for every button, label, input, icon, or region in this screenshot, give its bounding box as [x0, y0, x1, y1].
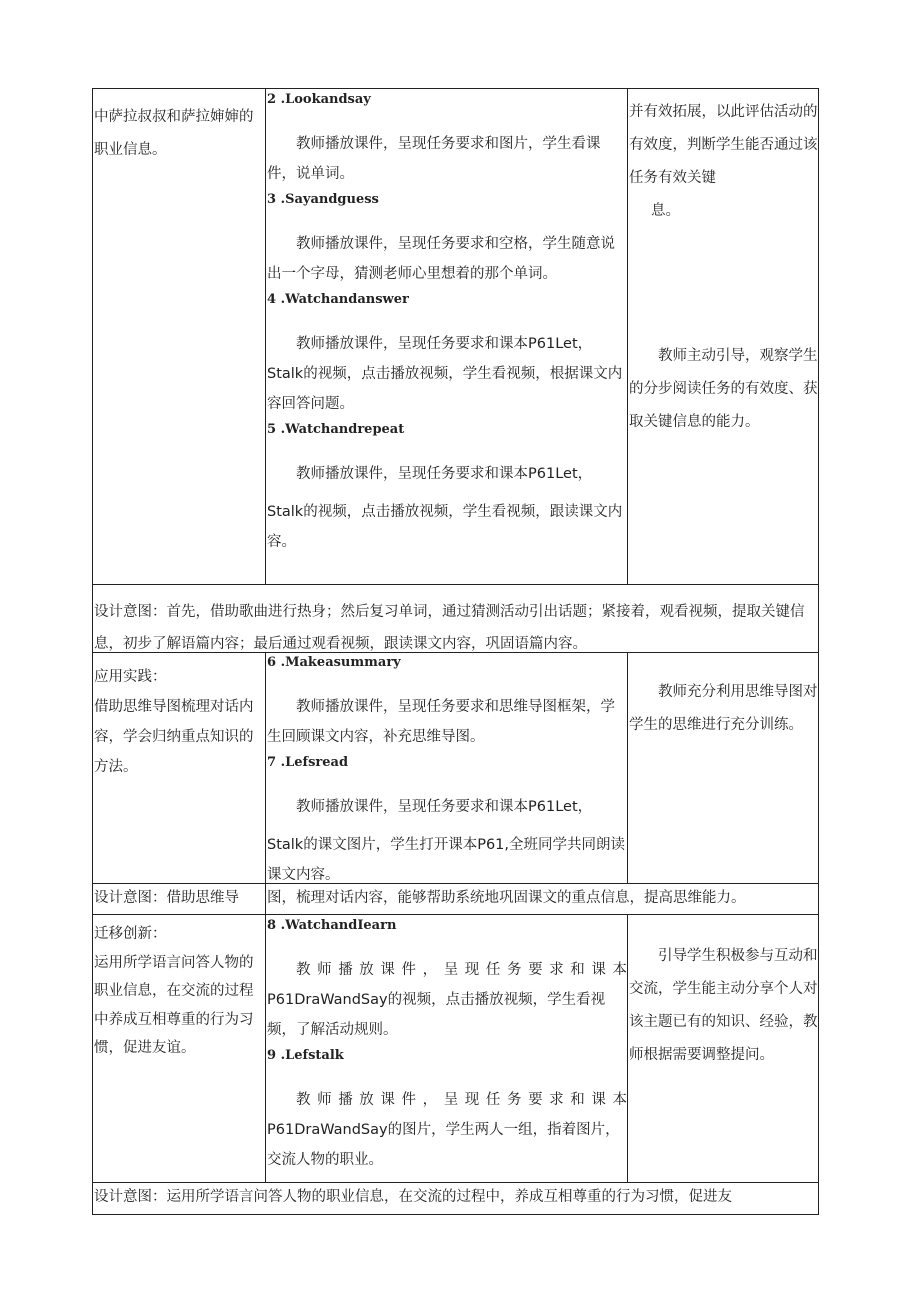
row1-left-cell — [94, 101, 265, 167]
intent3-cell — [94, 1188, 816, 1207]
intent1-text: 设计意图：首先，借助歌曲进行热身；然后复习单词，通过猜测活动引出话题；紧接着，观看视频，提取关键信息，初步了解语篇内容；最后通过观看视频，跟读课文内容，巩固语篇内容。 — [94, 604, 805, 652]
col-divider-b3 — [627, 914, 628, 1183]
intent2-left-text: 设计意图：借助思维导 — [94, 890, 239, 906]
step-2-title: 2 .Lookandsay — [267, 92, 371, 107]
row3-left-cell — [94, 920, 265, 1063]
table-border-3 — [92, 883, 819, 884]
row2-left-text: 借助思维导图梳理对话内容，学会归纳重点知识的方法。 — [94, 699, 254, 775]
col-divider-b1 — [627, 88, 628, 585]
row3-eval-cell — [629, 940, 818, 1072]
intent2-rest-cell — [267, 889, 817, 908]
col-divider-a2 — [265, 652, 266, 915]
step-2-text: 教师播放课件，呈现任务要求和图片，学生看课件，说单词。 — [267, 136, 601, 182]
step-7-text-b: Stalk的课文图片，学生打开课本P61,全班同学共同朗读课文内容。 — [267, 837, 626, 882]
table-border-bottom — [92, 1214, 819, 1215]
table-border-1 — [92, 584, 819, 585]
step-3-title: 3 .Sayandguess — [267, 192, 379, 207]
table-border-4 — [92, 914, 819, 915]
step-8-text-a: 教师播放课件，呈现任务要求和课本 — [296, 962, 627, 978]
row2-left-cell — [94, 662, 265, 782]
row1-eval-cell-b — [629, 340, 818, 439]
step-5-text-a: 教师播放课件，呈现任务要求和课本P61Let， — [296, 466, 593, 482]
row2-activity-cell — [267, 654, 627, 882]
row2-eval-text: 教师充分利用思维导图对学生的思维进行充分训练。 — [629, 684, 818, 733]
step-4-title: 4 .Watchandanswer — [267, 292, 409, 307]
table-border-left — [92, 88, 93, 1215]
step-3-text: 教师播放课件，呈现任务要求和空格，学生随意说出一个字母，猜测老师心里想着的那个单词。 — [267, 236, 615, 282]
row3-left-text: 运用所学语言问答人物的职业信息，在交流的过程中养成互相尊重的行为习惯，促进友谊。 — [94, 954, 254, 1056]
row1-eval-cell — [629, 96, 818, 228]
step-9-title: 9 .Lefstalk — [267, 1048, 344, 1063]
col-divider-a1 — [265, 88, 266, 585]
step-9-text-a: 教师播放课件，呈现任务要求和课本 — [296, 1092, 627, 1108]
row1-eval-text-a2: 息。 — [651, 203, 680, 219]
step-6-text: 教师播放课件，呈现任务要求和思维导图框架，学生回顾课文内容，补充思维导图。 — [267, 699, 615, 745]
row3-eval-text: 引导学生积极参与互动和交流，学生能主动分享个人对该主题已有的知识、经验，教师根据需要调整提问。 — [629, 948, 818, 1063]
intent2-left-cell — [94, 889, 265, 908]
row1-activity-cell — [267, 91, 627, 583]
intent2-rest-text: 图，梳理对话内容，能够帮助系统地巩固课文的重点信息，提高思维能力。 — [267, 890, 746, 906]
table-border-top — [92, 88, 819, 89]
step-7-title: 7 .Lefsread — [267, 755, 349, 770]
row3-left-title: 迁移创新： — [94, 926, 167, 942]
step-8-title: 8 .WatchandIearn — [267, 918, 397, 933]
row1-eval-text-a: 并有效拓展，以此评估活动的有效度，判断学生能否通过该任务有效关键 — [629, 104, 818, 186]
step-6-title: 6 .Makeasummary — [267, 655, 401, 670]
step-5-text-b: Stalk的视频，点击播放视频，学生看视频，跟读课文内容。 — [267, 504, 623, 550]
step-7-text-a: 教师播放课件，呈现任务要求和课本P61Let， — [296, 799, 593, 815]
row1-left-text: 中萨拉叔叔和萨拉婶婶的职业信息。 — [94, 109, 254, 158]
col-divider-b2 — [627, 652, 628, 884]
step-9-text-b: P61DraWandSay的图片，学生两人一组，指着图片，交流人物的职业。 — [267, 1122, 620, 1168]
step-5-title: 5 .Watchandrepeat — [267, 422, 405, 437]
table-border-5 — [92, 1182, 819, 1183]
row2-eval-cell — [629, 676, 818, 742]
table-border-right — [818, 88, 819, 1215]
step-8-text-b: P61DraWandSay的视频，点击播放视频，学生看视频，了解活动规则。 — [267, 992, 606, 1038]
intent3-text: 设计意图：运用所学语言问答人物的职业信息，在交流的过程中，养成互相尊重的行为习惯，促进友 — [94, 1189, 732, 1205]
intent1-cell — [94, 596, 816, 660]
step-4-text: 教师播放课件，呈现任务要求和课本P61Let，Stalk的视频，点击播放视频，学生看视频，根据课文内容回答问题。 — [267, 336, 623, 412]
row3-activity-cell — [267, 917, 627, 1181]
row2-left-title: 应用实践： — [94, 669, 167, 685]
col-divider-a3 — [265, 914, 266, 1183]
row1-eval-text-b: 教师主动引导，观察学生的分步阅读任务的有效度、获取关键信息的能力。 — [629, 348, 818, 430]
